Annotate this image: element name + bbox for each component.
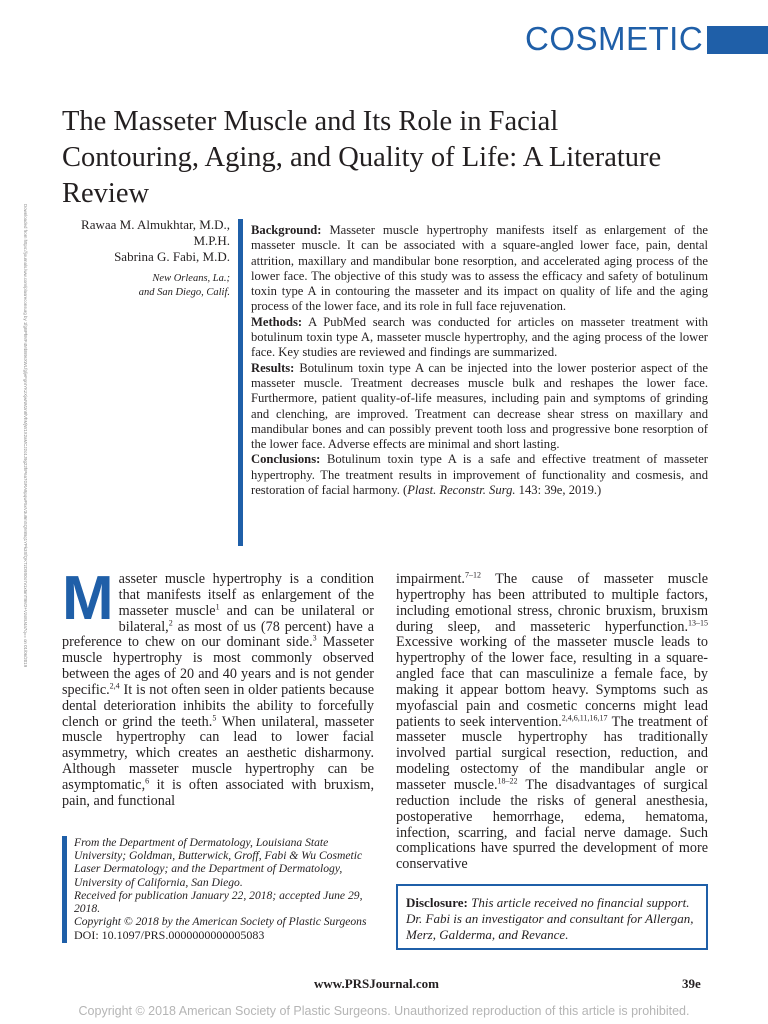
body-text: The disadvantages of surgical reduction include the risks of general anesthesia, postoperative hemorrhage, edema, hematoma, infection, scarring, and facial nerve damage. Such complications have spurred the development of more conservative <box>396 776 709 873</box>
abstract-text: A PubMed search was conducted for articles on masseter treatment with botulinum toxin type A, masseter muscle hypertrophy, and the aging process of the lower face. Key studies are reviewed and findings are summarized. <box>251 314 708 360</box>
disclosure-text: This article received no financial support. Dr. Fabi is an investigator and consultant for Allergan, Merz, Galderma, and Revance. <box>406 895 694 942</box>
body-text: The cause of masseter muscle hypertrophy has been attributed to multiple factors, including emotional stress, chronic bruxism, bruxism during sleep, and masseteric hyperfunction. <box>396 571 708 635</box>
citation-ref: 2,4 <box>109 681 120 691</box>
abstract-conclusions <box>251 452 708 498</box>
citation-ref: 3 <box>312 633 317 643</box>
author-degree: M.P.H. <box>193 233 230 248</box>
heading-label: Methods: <box>251 314 303 329</box>
abstract-background <box>251 223 708 315</box>
author-name: Rawaa M. Almukhtar, M.D., <box>81 217 230 232</box>
abstract-text: Botulinum toxin type A can be injected into the lower posterior aspect of the masseter muscle. Treatment decreases muscle bulk and reshapes the lower face. Furthermore, patient quality-of-life measures, including pain and symptoms of grinding and clenching, are improved. Treatment can decrease shear stress on maxillary and mandibular bones and can possibly prevent tooth loss and progressive bone resorption of the lower face. Adverse effects are minimal and short lasting. <box>251 360 708 452</box>
body-text: it is often associated with bruxism, pain, and functional <box>62 776 374 809</box>
heading-label: Results: <box>251 360 295 375</box>
article-title: The Masseter Muscle and Its Role in Facial Contouring, Aging, and Quality of Life: A Literature Review <box>62 106 662 209</box>
copyright-note: Copyright © 2018 by the American Society of Plastic Surgeons <box>74 915 367 929</box>
journal-url-link[interactable]: www.PRSJournal.com <box>314 976 439 991</box>
drop-cap: M <box>62 564 114 633</box>
body-text: The treatment of masseter muscle hypertrophy has traditionally involved partial surgical resection, reduction, and modeling ostectomy of the mandibular angle or masseter muscle. <box>396 713 708 793</box>
body-text: and can be unilateral or bilateral, <box>118 602 374 635</box>
section-accent-bar <box>707 26 768 54</box>
citation-text: 143: 39e, 2019.) <box>515 483 602 498</box>
affiliation-text: From the Department of Dermatology, Louisiana State University; Goldman, Butterwick, Groff, Fabi & Wu Cosmetic Laser Dermatology; and the Department of Dermatology, University of California, San Diego. <box>74 836 363 889</box>
body-text: impairment. <box>396 571 465 587</box>
abstract-results <box>251 361 708 453</box>
citation-journal: Plast. Reconstr. Surg. <box>407 483 516 498</box>
citation-ref: 6 <box>145 776 150 786</box>
abstract-methods <box>251 315 708 361</box>
abstract-box <box>238 219 708 546</box>
doi-link[interactable]: DOI: 10.1097/PRS.0000000000005083 <box>74 928 265 943</box>
received-dates: Received for publication January 22, 2018; accepted June 29, 2018. <box>74 888 363 916</box>
location-line: New Orleans, La.; <box>152 273 230 284</box>
body-text: When unilateral, masseter muscle hypertrophy can lead to lower facial asymmetry, which creates an aesthetic disharmony. Although masseter muscle hypertrophy can be asymptomatic, <box>62 713 374 793</box>
body-column-left <box>62 564 374 810</box>
section-label: COSMETIC <box>525 20 704 57</box>
abstract-text: Masseter muscle hypertrophy manifests itself as enlargement of the masseter muscle. It can be associated with a square-angled lower face, pain, dental attrition, maxillary and mandibular bone resorption, and accelerated aging process of the lower face. The objective of this study was to assess the efficacy and safety of botulinum toxin type A in contouring the masseter and its impact on quality of life and the aging process of the lower face, and its role in full face rejuvenation. <box>251 223 708 314</box>
disclosure-box <box>396 884 708 950</box>
disclosure-label: Disclosure: <box>406 895 468 910</box>
page-number: 39e <box>682 976 701 991</box>
author-name: Sabrina G. Fabi, M.D. <box>114 249 230 264</box>
citation-ref: 13–15 <box>688 617 708 627</box>
citation-ref: 1 <box>215 601 220 611</box>
download-note: Downloaded from https://journals.lww.com/plasreconsurg by 1fgBPhMF4MbB9sXWLfgljeFgnIYKzXjwNMzn8lVhMjW1X2aMCJ2o1J9g22hP6a7GRA8pqwF5xV3u9mSQMrBq1YPk3SfQKTzD9S0o7v1x5mTBM2+Vzs8U4a7q== on 01/06/2019 <box>23 204 28 668</box>
citation-ref: 7–12 <box>464 570 481 580</box>
body-text: asseter muscle hypertrophy is a condition that manifests itself as enlargement of the masseter muscle <box>118 571 374 619</box>
body-text: It is not often seen in older patients because dental deterioration inhibits the ability to forcefully clench or grind the teeth. <box>62 681 374 730</box>
citation-ref: 2,4,6,11,16,17 <box>561 712 608 722</box>
location-line: and San Diego, Calif. <box>138 287 230 298</box>
heading-label: Background: <box>251 223 322 237</box>
body-text: Masseter muscle hypertrophy is most commonly observed between the ages of 20 and 40 years and is not gender specific. <box>62 634 374 698</box>
abstract-text: Botulinum toxin type A is a safe and effective treatment of masseter hypertrophy. The treatment results in improvement of functionality and cosmesis, and restoration of facial harmony. <box>251 452 708 498</box>
citation-ref: 18–22 <box>497 776 518 786</box>
heading-label: Conclusions: <box>251 452 321 467</box>
body-text: as most of us (78 percent) have a preference to chew on our dominant side. <box>62 618 374 651</box>
citation-ref: 2 <box>168 617 173 627</box>
affiliation-footnote <box>62 836 378 943</box>
citation-text: ( <box>399 483 408 498</box>
author-locations <box>60 272 230 300</box>
copyright-footer: Copyright © 2018 American Society of Plastic Surgeons. Unauthorized reproduction of this article is prohibited. <box>78 1004 690 1018</box>
author-block <box>60 217 230 300</box>
body-text: Excessive working of the masseter muscle leads to hypertrophy of the lower face, resulting in a square-angled face that can masculinize a female face, by making it appear bottom heavy. Symptoms such as myofascial pain and cosmetic concerns might lead patients to seek intervention. <box>396 634 708 730</box>
body-column-right <box>396 572 708 873</box>
citation-ref: 5 <box>212 712 217 722</box>
